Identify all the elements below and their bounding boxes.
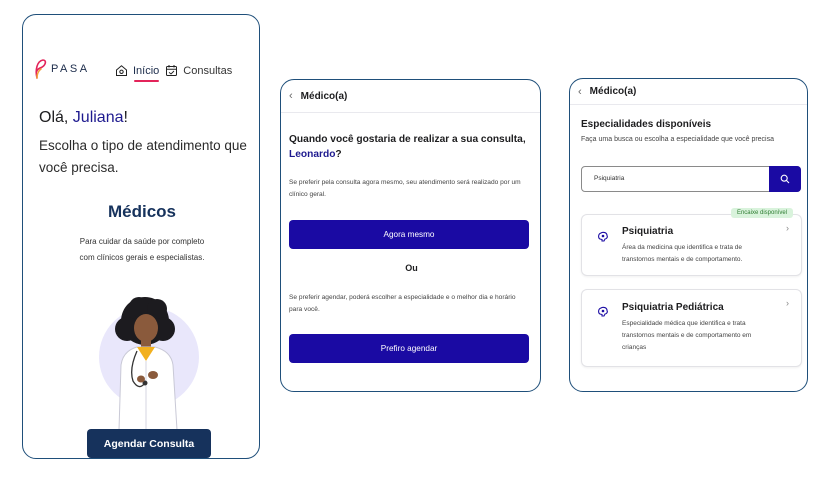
specialties-screen <box>569 78 808 392</box>
subtitle: Escolha o tipo de atendimento que você precisa. <box>39 138 247 175</box>
screen-header <box>570 79 807 105</box>
question-text <box>289 132 529 162</box>
brain-icon <box>597 231 609 243</box>
specialty-name: Psiquiatria <box>622 226 674 237</box>
patient-name: Leonardo <box>289 149 336 160</box>
card-title: Médicos <box>107 202 177 221</box>
schedule-consult-button[interactable]: Agendar Consulta <box>87 429 211 458</box>
specialty-name: Psiquiatria Pediátrica <box>622 302 724 313</box>
chevron-right-icon: › <box>786 223 789 233</box>
specialty-card[interactable] <box>581 289 802 367</box>
section-subtitle: Faça uma busca ou escolha a especialidade que você precisa <box>581 136 775 143</box>
question: Quando você gostaria de realizar a sua consulta, <box>289 134 526 145</box>
nav-consults-label: Consultas <box>183 64 233 77</box>
nav-home[interactable] <box>115 64 159 77</box>
nav-home-label: Início <box>133 64 160 77</box>
now-hint: Se preferir pela consulta agora mesmo, seu atendimento será realizado por um clínico geral. <box>289 179 521 198</box>
when-screen <box>280 79 541 392</box>
specialty-description: Área da medicina que identifica e trata de transtornos mentais e de comportamento. <box>622 244 743 263</box>
greeting-suffix: ! <box>123 109 128 126</box>
greeting-prefix: Olá, <box>39 109 73 126</box>
calendar-icon <box>165 64 178 77</box>
user-name: Juliana <box>72 109 124 126</box>
schedule-button[interactable]: Prefiro agendar <box>289 334 529 363</box>
search-icon <box>780 174 790 184</box>
home-icon <box>115 64 128 77</box>
pasa-logo-icon <box>33 58 47 80</box>
screen-header <box>281 80 540 113</box>
search-input[interactable]: Psiquiatria <box>594 175 625 182</box>
active-tab-indicator <box>134 80 159 82</box>
question-mark: ? <box>335 149 342 160</box>
search-field[interactable] <box>581 166 801 192</box>
chevron-right-icon: › <box>786 298 789 308</box>
nav-consults[interactable] <box>165 64 232 77</box>
top-nav <box>115 64 232 77</box>
back-chevron-icon[interactable]: ‹ <box>289 90 293 102</box>
doctor-illustration <box>93 295 203 430</box>
section-title: Especialidades disponíveis <box>581 119 712 130</box>
header-title: Médico(a) <box>589 86 637 97</box>
schedule-hint: Se preferir agendar, poderá escolher a especialidade e o melhor dia e horário para você. <box>289 294 516 313</box>
logo-text: PASA <box>51 63 90 75</box>
specialty-description: Especialidade médica que identifica e trata transtornos mentais e de comportamento em crianças <box>622 320 752 351</box>
pasa-logo <box>33 58 90 80</box>
home-screen <box>22 14 260 459</box>
back-chevron-icon[interactable]: ‹ <box>578 85 582 98</box>
specialty-card[interactable] <box>581 210 802 276</box>
search-button[interactable] <box>769 166 801 192</box>
header-title: Médico(a) <box>300 90 348 102</box>
availability-badge: Encaixe disponível <box>731 208 793 218</box>
now-button[interactable]: Agora mesmo <box>289 220 529 249</box>
brain-icon <box>597 306 609 318</box>
or-label: Ou <box>405 263 418 273</box>
greeting <box>39 109 128 127</box>
card-description: Para cuidar da saúde por completo com clínicos gerais e especialistas. <box>79 237 205 262</box>
